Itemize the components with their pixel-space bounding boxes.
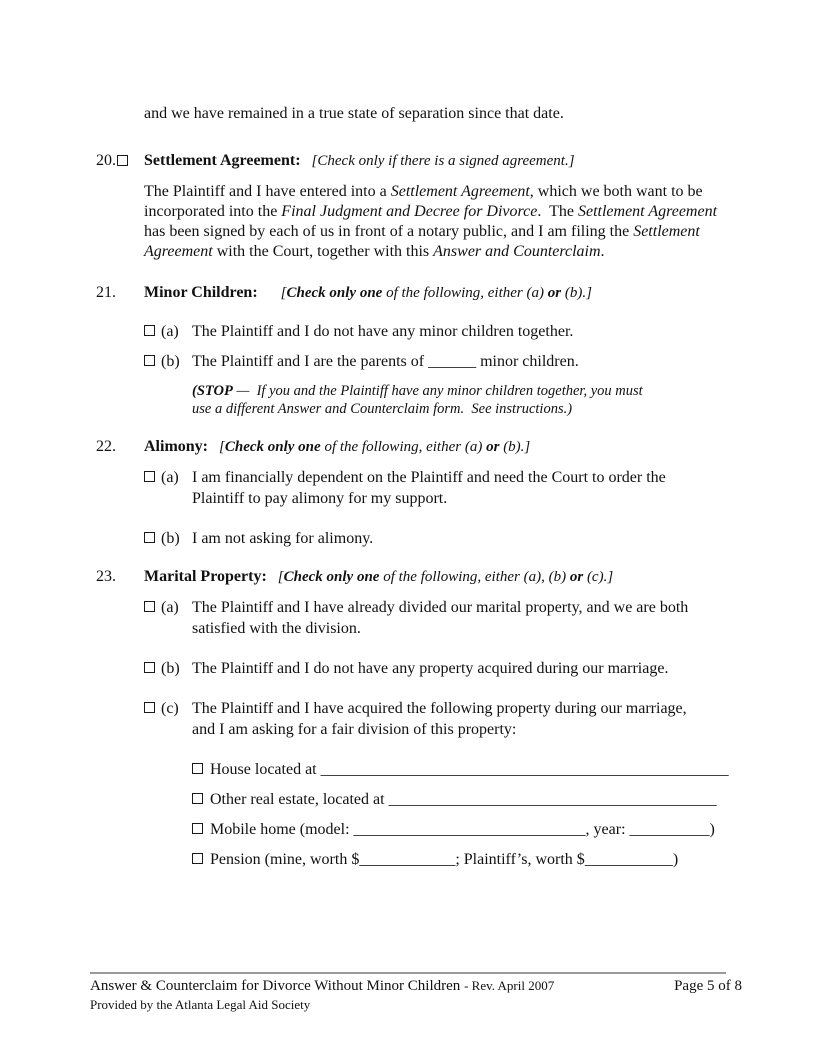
section-22-heading xyxy=(96,436,728,458)
property-other-real-estate-text: Other real estate, located at _________________________________________ xyxy=(210,791,717,808)
option-23b-text: The Plaintiff and I do not have any property acquired during our marriage. xyxy=(192,660,669,677)
section-23-marital-property xyxy=(96,566,728,870)
section-22-title: Alimony: xyxy=(144,438,208,455)
option-21b xyxy=(144,351,728,372)
option-23a-label: (a) xyxy=(161,599,179,616)
footer-row xyxy=(90,977,742,995)
footer-page-number: Page 5 of 8 xyxy=(674,978,742,994)
footer-provider: Provided by the Atlanta Legal Aid Society xyxy=(90,997,311,1012)
option-22a xyxy=(144,467,728,509)
option-22b-checkbox[interactable] xyxy=(144,532,155,543)
option-22a-checkbox[interactable] xyxy=(144,471,155,482)
option-23c xyxy=(144,698,728,740)
section-20-heading-text xyxy=(144,150,575,172)
section-20-body: The Plaintiff and I have entered into a Settlement Agreement, which we both want to be incorporated into the Final Judgment and Decree for Divorce. The Settlement Agreement has been signed by each of us in front of a notary public, and I am filing the Settlement Agreement with the Court, together with this Answer and Counterclaim. xyxy=(144,183,718,260)
section-23-title: Marital Property: xyxy=(144,568,267,585)
property-pension-text: Pension (mine, worth $____________; Plaintiff’s, worth $___________) xyxy=(210,851,679,868)
footer-revision: - Rev. April 2007 xyxy=(464,978,555,993)
option-23c-checkbox[interactable] xyxy=(144,702,155,713)
section-20-number xyxy=(96,150,144,172)
option-21b-text: The Plaintiff and I are the parents of ______ minor children. xyxy=(192,353,579,370)
property-house-checkbox[interactable] xyxy=(192,763,203,774)
section-22-number: 22. xyxy=(96,438,116,455)
page-footer xyxy=(90,972,742,1014)
option-22a-text: I am financially dependent on the Plaintiff and need the Court to order the Plaintiff to pay alimony for my support. xyxy=(192,469,666,507)
option-23a-text: The Plaintiff and I have already divided our marital property, and we are both satisfied with the division. xyxy=(192,599,689,637)
footer-divider xyxy=(90,972,726,974)
option-23b-label: (b) xyxy=(161,660,180,677)
section-23-heading xyxy=(96,566,728,588)
section-21-title: Minor Children: xyxy=(144,284,258,301)
stop-note: (STOP — If you and the Plaintiff have any minor children together, you must use a different Answer and Counterclaim form. See instructions.) xyxy=(192,383,643,417)
property-other-real-estate-checkbox[interactable] xyxy=(192,793,203,804)
property-mobile-home-text: Mobile home (model: _____________________________, year: __________) xyxy=(210,821,715,838)
section-21-heading xyxy=(96,282,728,304)
section-21-number: 21. xyxy=(96,284,116,301)
section-22-instruction: [Check only one of the following, either (a) or (b).] xyxy=(219,439,531,455)
section-21-heading-text xyxy=(144,282,592,304)
property-other-real-estate xyxy=(192,789,728,810)
option-23b-checkbox[interactable] xyxy=(144,662,155,673)
option-21a-text: The Plaintiff and I do not have any minor children together. xyxy=(192,323,574,340)
section-21-minor-children xyxy=(96,282,728,418)
section-20-title: Settlement Agreement: xyxy=(144,152,301,169)
option-21a xyxy=(144,321,728,342)
option-23c-label: (c) xyxy=(161,700,179,717)
option-23a-checkbox[interactable] xyxy=(144,601,155,612)
option-23a xyxy=(144,597,728,639)
footer-left xyxy=(90,977,554,995)
section-23-instruction: [Check only one of the following, either (a), (b) or (c).] xyxy=(277,569,614,585)
property-pension-checkbox[interactable] xyxy=(192,853,203,864)
section-20-instruction: [Check only if there is a signed agreement.] xyxy=(311,153,575,169)
property-house-text: House located at ___________________________________________________ xyxy=(210,761,729,778)
option-23c-text: The Plaintiff and I have acquired the following property during our marriage, and I am asking for a fair division of this property: xyxy=(192,700,687,738)
option-21a-checkbox[interactable] xyxy=(144,325,155,336)
option-21b-checkbox[interactable] xyxy=(144,355,155,366)
section-20-checkbox[interactable] xyxy=(117,155,128,166)
option-21a-label: (a) xyxy=(161,323,179,340)
option-22a-label: (a) xyxy=(161,469,179,486)
property-pension xyxy=(192,849,728,870)
option-22b-label: (b) xyxy=(161,530,180,547)
section-20-heading xyxy=(96,150,728,172)
section-20-number-text: 20. xyxy=(96,152,116,169)
footer-document-title: Answer & Counterclaim for Divorce Without Minor Children xyxy=(90,978,461,994)
option-22b xyxy=(144,528,728,549)
section-23-number: 23. xyxy=(96,568,116,585)
section-23-heading-text xyxy=(144,566,613,588)
option-23b xyxy=(144,658,728,679)
option-22b-text: I am not asking for alimony. xyxy=(192,530,374,547)
property-house xyxy=(192,759,728,780)
section-21-instruction: [Check only one of the following, either (a) or (b).] xyxy=(280,285,592,301)
option-21b-label: (b) xyxy=(161,353,180,370)
section-22-alimony xyxy=(96,436,728,549)
section-22-heading-text xyxy=(144,436,530,458)
property-mobile-home-checkbox[interactable] xyxy=(192,823,203,834)
intro-line: and we have remained in a true state of separation since that date. xyxy=(144,105,564,122)
section-20-settlement-agreement xyxy=(96,150,728,262)
property-mobile-home xyxy=(192,819,728,840)
